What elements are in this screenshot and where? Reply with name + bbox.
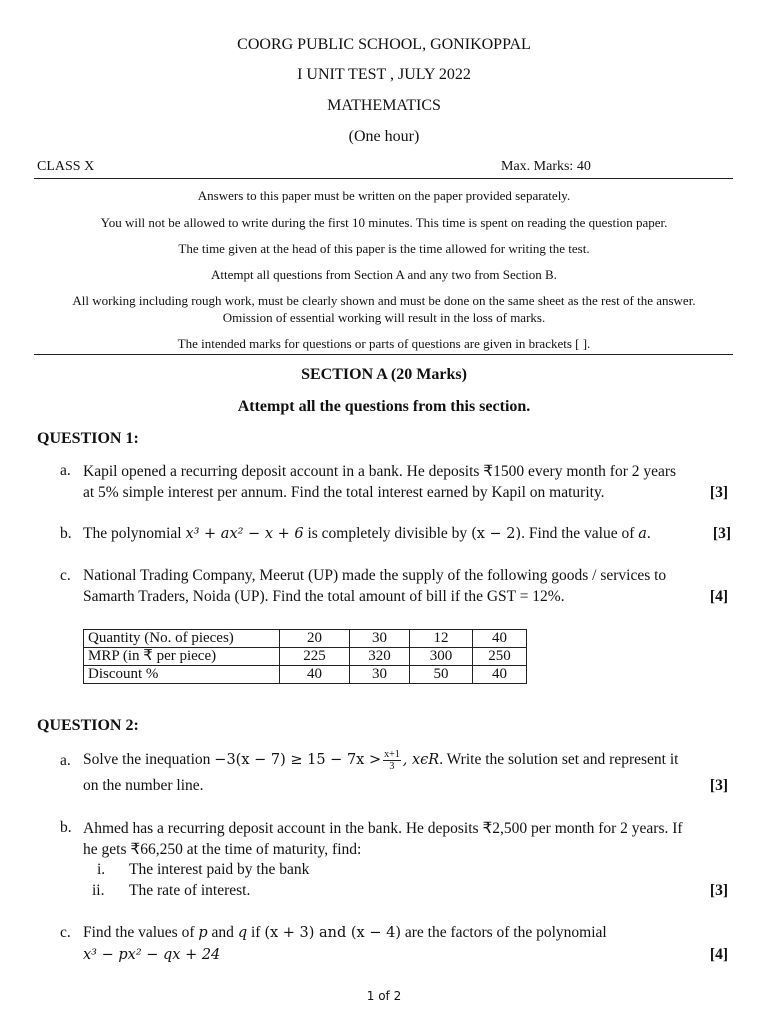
table-cell: 12 [410, 630, 473, 648]
q1c-line-2: Samarth Traders, Noida (UP). Find the total amount of bill if the GST = 12%. [83, 588, 565, 605]
q2b-marks: [3] [709, 882, 728, 899]
q2c-line-2 [83, 946, 220, 964]
q2c-factors: (x + 3) and (x − 4) [264, 925, 401, 941]
header-divider [34, 178, 733, 179]
q2b-line-2: he gets ₹66,250 at the time of maturity, find: [83, 841, 362, 858]
q1b-marks: [3] [712, 525, 731, 542]
q2b-ii-label: ii. [92, 882, 105, 899]
class-label: CLASS X [37, 159, 95, 174]
instruction-2: You will not be allowed to write during the first 10 minutes. This time is spent on reading the question paper. [100, 215, 668, 230]
table-cell: 300 [410, 648, 473, 666]
test-name: I UNIT TEST , JULY 2022 [297, 66, 471, 83]
table-cell: 320 [350, 648, 410, 666]
duration: (One hour) [348, 128, 420, 145]
table-cell: 40 [473, 630, 527, 648]
q2c-line-1: Find the values of p and q if (x + 3) and (x − 4) are the factors of the polynomial [83, 924, 607, 941]
q2a-line-2: on the number line. [83, 777, 204, 794]
instruction-3: The time given at the head of this paper is the time allowed for writing the test. [178, 241, 590, 256]
q2c-marks: [4] [709, 946, 728, 963]
q1c-line-1: National Trading Company, Meerut (UP) made the supply of the following goods / services to [83, 567, 667, 584]
table-row [84, 666, 527, 684]
question-1-title: QUESTION 1: [37, 430, 139, 447]
q1b-text: The polynomial x³ + ax² − x + 6 is completely divisible by (x − 2). Find the value of a. [83, 525, 651, 542]
gst-table [83, 629, 527, 684]
section-subtitle: Attempt all the questions from this section. [237, 398, 531, 415]
q2b-ii-text: The rate of interest. [129, 882, 251, 899]
q1a-line-1: Kapil opened a recurring deposit account in a bank. He deposits ₹1500 every month for 2 years [83, 463, 677, 480]
q2a-label: a. [60, 752, 71, 769]
table-row [84, 648, 527, 666]
section-title: SECTION A (20 Marks) [301, 366, 467, 383]
table-cell: 40 [473, 666, 527, 684]
q1c-marks: [4] [709, 588, 728, 605]
question-2-title: QUESTION 2: [37, 717, 139, 734]
q2b-label: b. [60, 819, 72, 836]
q1a-label: a. [60, 462, 71, 479]
table-cell: 50 [410, 666, 473, 684]
table-row [84, 630, 527, 648]
q2a-marks: [3] [709, 777, 728, 794]
table-cell: 40 [280, 666, 350, 684]
table-cell: Quantity (No. of pieces) [84, 630, 280, 648]
q1a-line-2: at 5% simple interest per annum. Find the total interest earned by Kapil on maturity. [83, 484, 605, 501]
q2a-fraction: $\frac{x+1}{3}$ [384, 748, 400, 772]
q2a-inequation: −3(x − 7) ≥ 15 − 7x > [214, 752, 382, 768]
instructions-divider [34, 354, 733, 355]
table-cell: 30 [350, 630, 410, 648]
instruction-6: Omission of essential working will result in the loss of marks. [222, 310, 546, 325]
instruction-1: Answers to this paper must be written on the paper provided separately. [197, 188, 571, 203]
q1c-label: c. [60, 567, 71, 584]
q2b-i-text: The interest paid by the bank [129, 861, 310, 878]
school-name: COORG PUBLIC SCHOOL, GONIKOPPAL [237, 36, 531, 53]
table-cell: 225 [280, 648, 350, 666]
subject: MATHEMATICS [327, 97, 441, 114]
table-cell: 20 [280, 630, 350, 648]
q1b-factor: (x − 2) [471, 526, 522, 542]
q2c-polynomial: x³ − px² − qx + 24 [83, 947, 221, 963]
q1b-label: b. [60, 525, 72, 542]
q2c-label: c. [60, 924, 71, 941]
instruction-5: All working including rough work, must be clearly shown and must be done on the same sheet as the rest of the answer. [72, 293, 696, 308]
table-cell: 250 [473, 648, 527, 666]
page-number: 1 of 2 [366, 989, 402, 1003]
table-cell: Discount % [84, 666, 280, 684]
q2a-line-1: Solve the inequation −3(x − 7) ≥ 15 − 7x > $\frac{x+1}{3}$ , xϵR. Write the solution set and represent it [83, 748, 679, 772]
q1a-marks: [3] [709, 484, 728, 501]
q2b-i-label: i. [97, 861, 106, 878]
q1b-polynomial: x³ + ax² − x + 6 [185, 526, 304, 542]
table-cell: MRP (in ₹ per piece) [84, 648, 280, 666]
q2b-line-1: Ahmed has a recurring deposit account in the bank. He deposits ₹2,500 per month for 2 years. If [83, 820, 683, 837]
table-cell: 30 [350, 666, 410, 684]
max-marks: Max. Marks: 40 [501, 159, 591, 174]
instruction-4: Attempt all questions from Section A and any two from Section B. [211, 267, 557, 282]
instruction-7: The intended marks for questions or parts of questions are given in brackets [ ]. [177, 336, 591, 351]
